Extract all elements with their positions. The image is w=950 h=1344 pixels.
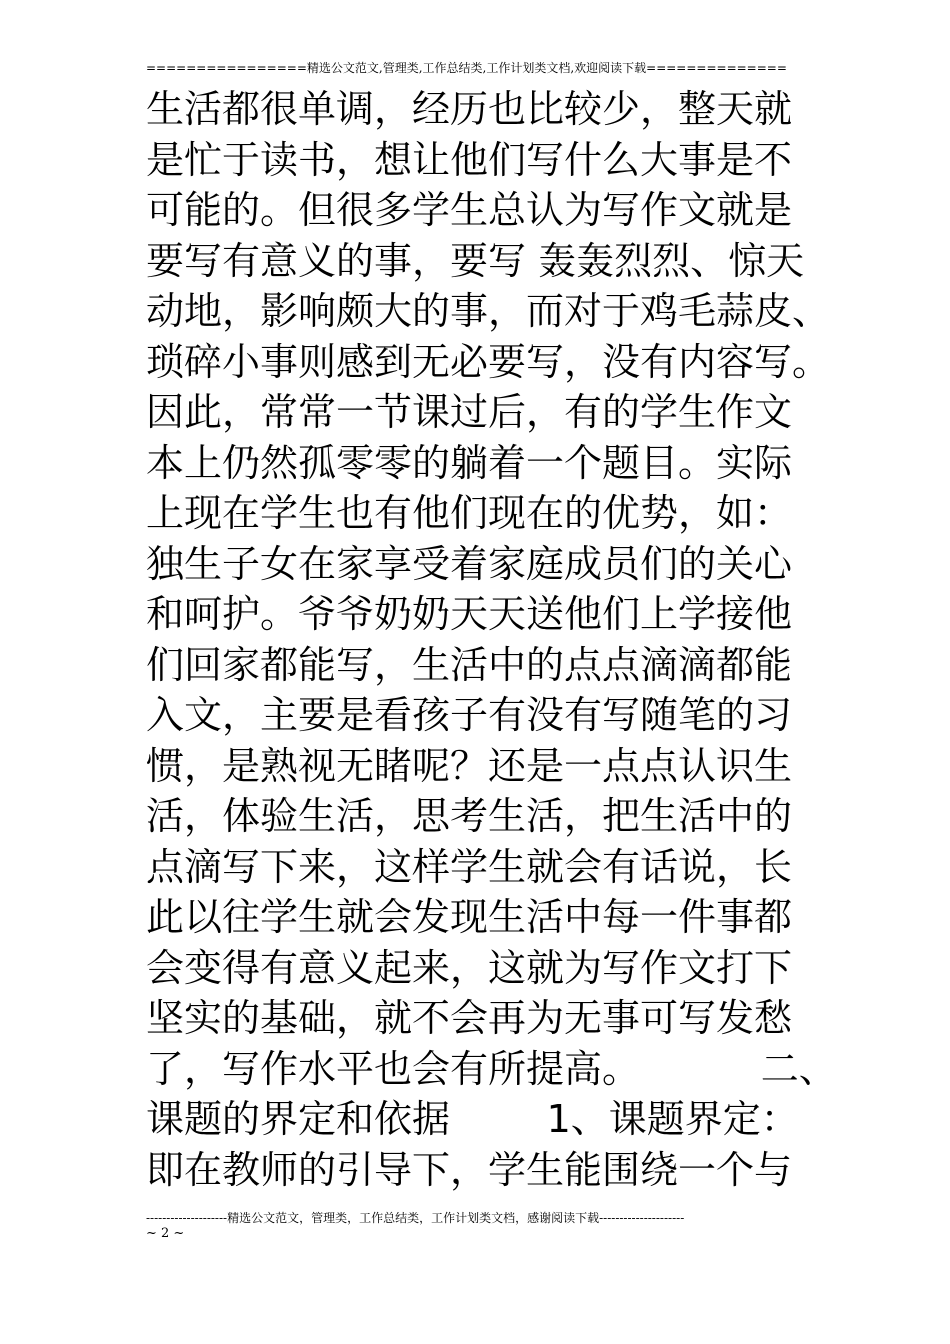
body-line: 生活都很单调，经历也比较少，整天就 xyxy=(146,87,793,131)
body-line: 和呵护。爷爷奶奶天天送他们上学接他 xyxy=(146,592,793,636)
body-line: 惯，是熟视无睹呢？还是一点点认识生 xyxy=(146,743,793,788)
body-line: 会变得有意义起来，这就为写作文打下 xyxy=(146,945,793,990)
body-line: 可能的。但很多学生总认为写作文就是 xyxy=(146,188,793,232)
body-line: 即在教师的引导下，学生能围绕一个与 xyxy=(146,1147,793,1192)
body-line: 本上仍然孤零零的躺着一个题目。实际 xyxy=(146,440,793,485)
body-text xyxy=(146,84,837,1195)
body-line: 们回家都能写，生活中的点点滴滴都能 xyxy=(146,642,793,687)
body-line: 坚实的基础，就不会再为无事可写发愁 xyxy=(146,996,793,1040)
body-line: 点滴写下来，这样学生就会有话说，长 xyxy=(146,844,793,889)
page-number: ~ 2 ~ xyxy=(146,1226,185,1241)
body-line: 要写有意义的事，要写 轰轰烈烈、惊天 xyxy=(146,238,805,283)
header-banner: ================精选公文范文,管理类,工作总结类,工作计划类文档,欢迎阅读下载============== xyxy=(146,61,787,75)
body-line: 琐碎小事则感到无必要写，没有内容写。 xyxy=(146,339,831,384)
body-line: 动地，影响颇大的事，而对于鸡毛蒜皮、 xyxy=(146,289,831,333)
body-line: 此以往学生就会发现生活中每一件事都 xyxy=(146,895,793,939)
body-line: 了，写作水平也会有所提高。 二、 xyxy=(146,1046,837,1091)
footer-banner: --------------------精选公文范文，管理类，工作总结类，工作计划类文档，感谢阅读下载--------------------- xyxy=(146,1211,685,1225)
body-line: 上现在学生也有他们现在的优势，如： xyxy=(146,491,793,535)
body-line: 活，体验生活，思考生活，把生活中的 xyxy=(146,794,793,838)
body-line: 入文，主要是看孩子有没有写随笔的习 xyxy=(146,693,793,737)
body-line: 是忙于读书，想让他们写什么大事是不 xyxy=(146,137,793,182)
body-line: 课题的界定和依据 1、课题界定： xyxy=(146,1097,799,1141)
body-line: 独生子女在家享受着家庭成员们的关心 xyxy=(146,541,793,586)
body-line: 因此，常常一节课过后，有的学生作文 xyxy=(146,390,793,434)
